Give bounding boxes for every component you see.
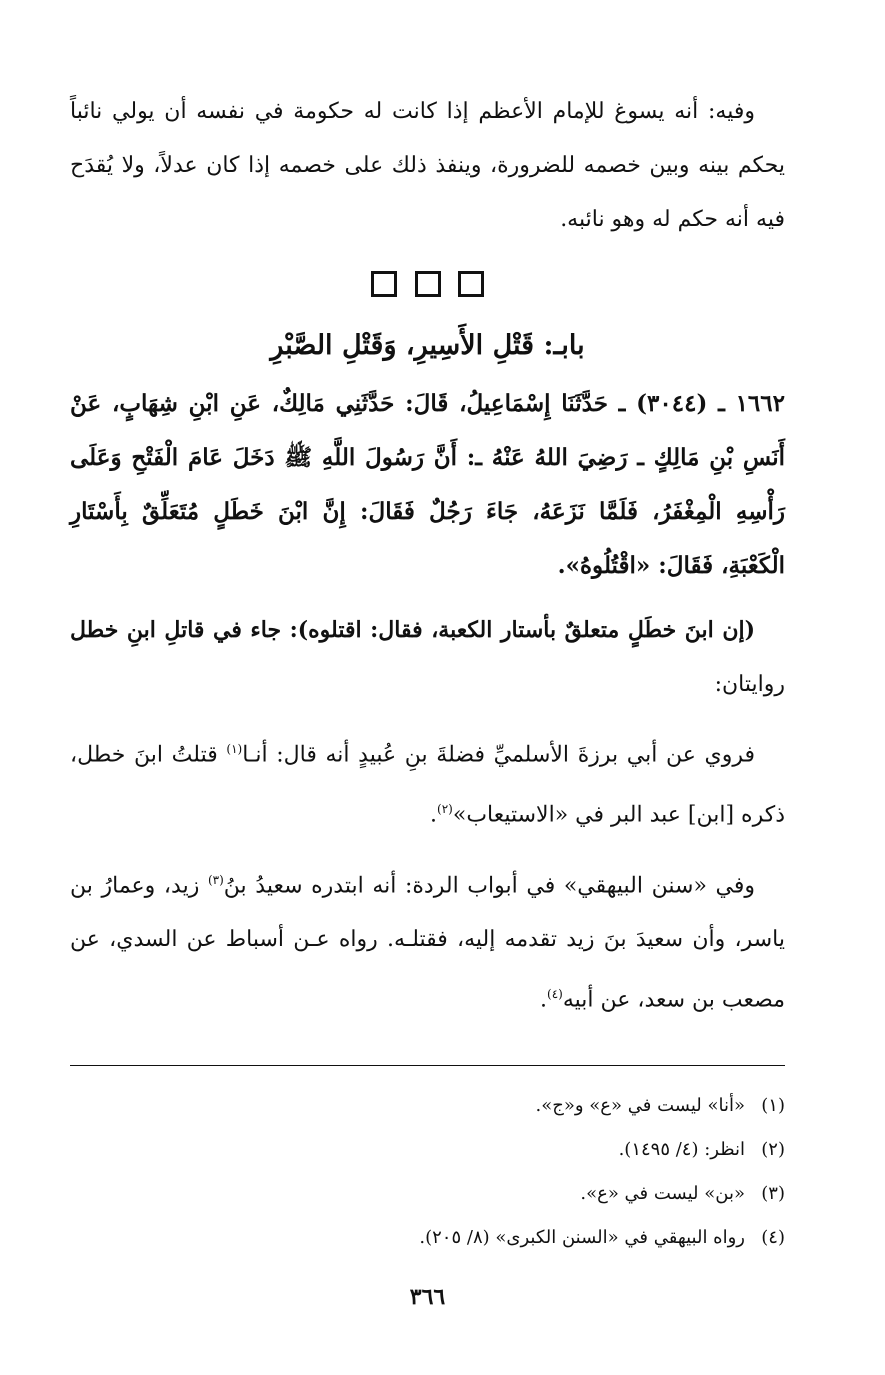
commentary-text: قتلتُ ابنَ خطل، ذكره [ابن] عبد البر في «الاستيعاب»	[70, 742, 785, 828]
commentary-text: وفي «سنن البيهقي» في أبواب الردة: أنه ابتدره سعيدُ بنُ	[223, 872, 756, 898]
footnote	[70, 1216, 785, 1260]
footnote-text: «أنا» ليست في «ع» و«ج».	[535, 1095, 745, 1117]
commentary-text: فروي عن أبي برزةَ الأسلميِّ فضلةَ بنِ عُبيدٍ أنه قال: أنـا	[242, 742, 755, 768]
footnote-number: (١)	[761, 1095, 785, 1117]
footnote-number: (٢)	[761, 1139, 785, 1161]
commentary-paragraph-2	[70, 722, 785, 843]
footnote-number: (٣)	[761, 1183, 785, 1205]
footnote-text: انظر: (٤/ ١٤٩٥).	[618, 1139, 745, 1161]
footnote	[70, 1128, 785, 1172]
book-page	[70, 85, 785, 1375]
page-number: ٣٦٦	[409, 1284, 446, 1311]
separator-box-icon	[458, 271, 484, 297]
footnote-divider	[70, 1065, 785, 1066]
footnote-ref: (٣)	[207, 872, 224, 887]
footnote	[70, 1172, 785, 1216]
commentary-quote: (إن ابنَ خطَلٍ متعلقٌ بأستار الكعبة، فقال: اقتلوه): جاء في قاتلِ ابنِ خطل	[70, 617, 755, 643]
commentary-text: .	[540, 987, 547, 1013]
footnote-text: رواه البيهقي في «السنن الكبرى» (٨/ ٢٠٥).	[419, 1227, 745, 1249]
commentary-paragraph-3	[70, 853, 785, 1028]
footnote-ref: (٤)	[547, 986, 563, 1001]
separator-box-icon	[371, 271, 397, 297]
footnote-ref: (٢)	[437, 802, 453, 817]
footnote-text: «بن» ليست في «ع».	[580, 1183, 745, 1205]
footnote-number: (٤)	[761, 1227, 785, 1249]
commentary-text: زيد، وعمارُ بن ياسر، وأن سعيدَ بنَ زيد تقدمه إليه، فقتلـه. رواه عـن أسباط عن السدي، عن مصعب بن سعد، عن أبيه	[70, 872, 785, 1013]
footnote-ref: (١)	[226, 742, 243, 756]
footnote	[70, 1084, 785, 1128]
footnotes	[70, 1084, 785, 1260]
commentary-paragraph-1	[70, 603, 785, 712]
hadith-text: ١٦٦٢ ـ (٣٠٤٤) ـ حَدَّثَنَا إِسْمَاعِيلُ، قَالَ: حَدَّثَنِي مَالِكٌ، عَنِ ابْنِ شِهَابٍ، عَنْ أَنَسِ بْنِ مَالِكٍ ـ رَضِيَ اللهُ عَنْهُ ـ: أَنَّ رَسُولَ اللَّهِ ﷺ دَخَلَ عَامَ الْفَتْحِ وَعَلَى رَأْسِهِ الْمِغْفَرُ، فَلَمَّا نَزَعَهُ، جَاءَ رَجُلٌ فَقَالَ: إِنَّ ابْنَ خَطَلٍ مُتَعَلِّقٌ بِأَسْتَارِ الْكَعْبَةِ، فَقَالَ: «اقْتُلُوهُ».	[70, 390, 785, 579]
chapter-title: بابـ: قَتْلِ الأَسِيرِ، وَقَتْلِ الصَّبْرِ	[270, 330, 585, 361]
intro-paragraph: وفيه: أنه يسوغ للإمام الأعظم إذا كانت له حكومة في نفسه أن يولي نائباً يحكم بينه وبين خصمه للضرورة، وينفذ ذلك على خصمه إذا كان عدلاً، ولا يُقدَح فيه أنه حكم له وهو نائبه.	[70, 99, 785, 232]
commentary-text: .	[430, 802, 438, 828]
separator-box-icon	[415, 271, 441, 297]
commentary-text: روايتان:	[714, 672, 785, 697]
section-separator	[70, 271, 785, 301]
